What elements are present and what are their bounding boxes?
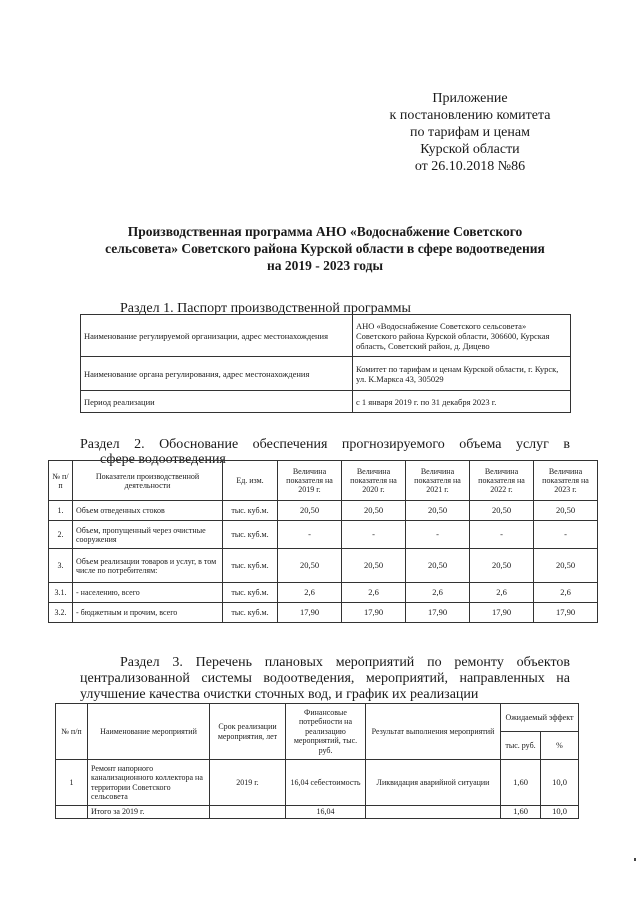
table-row (49, 549, 598, 583)
row-num: 3.2. (49, 603, 73, 623)
table-row (49, 603, 598, 623)
table-row (81, 357, 571, 391)
row-value: 17,90 (470, 603, 534, 623)
row-value: 2,6 (470, 583, 534, 603)
table-row (81, 315, 571, 357)
row-value: 2,6 (406, 583, 470, 603)
title-line: на 2019 - 2023 годы (266, 258, 384, 273)
table-header-row (56, 704, 579, 732)
row-value: 20,50 (342, 501, 406, 521)
appendix-header (370, 90, 570, 175)
row-value: 20,50 (406, 501, 470, 521)
row-name: Объем отведенных стоков (73, 501, 223, 521)
passport-value: АНО «Водоснабжение Советского сельсовета» Советского района Курской области, 306600, Курская область, Советский район, д. Дицево (353, 315, 571, 357)
appendix-line: Приложение (432, 91, 508, 106)
row-name: Объем, пропущенный через очистные сооружения (73, 521, 223, 549)
row-num: 2. (49, 521, 73, 549)
col-header: Величина показателя на 2021 г. (406, 461, 470, 501)
passport-value: Комитет по тарифам и ценам Курской области, г. Курск, ул. К.Маркса 43, 305029 (353, 357, 571, 391)
row-value: - (470, 521, 534, 549)
col-header: тыс. руб. (501, 732, 541, 760)
row-value: - (534, 521, 598, 549)
section3-heading (80, 655, 570, 703)
col-header: Результат выполнения мероприятий (366, 704, 501, 760)
table-row (49, 583, 598, 603)
row-name: - бюджетным и прочим, всего (73, 603, 223, 623)
appendix-line: Курской области (420, 142, 520, 157)
title-line: Производственная программа АНО «Водоснабжение Советского (127, 224, 523, 239)
col-header: Показатели производственной деятельности (73, 461, 223, 501)
row-value: 20,50 (406, 549, 470, 583)
appendix-line: по тарифам и ценам (410, 125, 530, 140)
col-header: % (541, 732, 579, 760)
col-header: Срок реализации мероприятия, лет (210, 704, 286, 760)
row-value: - (278, 521, 342, 549)
passport-label: Наименование органа регулирования, адрес местонахождения (81, 357, 353, 391)
total-effect-rub: 1,60 (501, 806, 541, 819)
heading-line: сфере водоотведения (100, 452, 226, 467)
table-total-row (56, 806, 579, 819)
row-value: 2,6 (342, 583, 406, 603)
col-header: Величина показателя на 2019 г. (278, 461, 342, 501)
heading-line: централизованной системы водоотведения, мероприятий, направленных на (80, 671, 570, 686)
row-value: - (406, 521, 470, 549)
appendix-line: от 26.10.2018 №86 (414, 159, 526, 174)
title-line: сельсовета» Советского района Курской области в сфере водоотведения (105, 241, 545, 256)
table-row (56, 760, 579, 806)
row-num: 1. (49, 501, 73, 521)
col-header: Ожидаемый эффект (501, 704, 579, 732)
col-header: Величина показателя на 2020 г. (342, 461, 406, 501)
row-unit: тыс. куб.м. (223, 549, 278, 583)
services-volume-table (48, 460, 598, 623)
row-name: - населению, всего (73, 583, 223, 603)
table-row (49, 521, 598, 549)
row-num: 3.1. (49, 583, 73, 603)
row-effect-pct: 10,0 (541, 760, 579, 806)
row-finance: 16,04 себестоимость (286, 760, 366, 806)
col-header: Наименование мероприятий (88, 704, 210, 760)
col-header: Финансовые потребности на реализацию мероприятий, тыс. руб. (286, 704, 366, 760)
row-value: 20,50 (534, 549, 598, 583)
table-row (49, 501, 598, 521)
total-effect-pct: 10,0 (541, 806, 579, 819)
row-name: Объем реализации товаров и услуг, в том числе по потребителям: (73, 549, 223, 583)
row-value: - (342, 521, 406, 549)
passport-value: с 1 января 2019 г. по 31 декабря 2023 г. (353, 391, 571, 413)
passport-label: Наименование регулируемой организации, адрес местонахождения (81, 315, 353, 357)
row-unit: тыс. куб.м. (223, 603, 278, 623)
row-value: 20,50 (342, 549, 406, 583)
col-header: Величина показателя на 2022 г. (470, 461, 534, 501)
document-title (85, 223, 565, 274)
row-unit: тыс. куб.м. (223, 521, 278, 549)
row-value: 20,50 (278, 549, 342, 583)
col-header: № п/п (56, 704, 88, 760)
row-num: 1 (56, 760, 88, 806)
col-header: № п/п (49, 461, 73, 501)
row-value: 17,90 (278, 603, 342, 623)
row-value: 2,6 (278, 583, 342, 603)
heading-line: Раздел 2. Обоснование обеспечения прогнозируемого объема услуг в (80, 437, 570, 452)
total-label: Итого за 2019 г. (88, 806, 210, 819)
row-value: 20,50 (534, 501, 598, 521)
heading-line: улучшение качества очистки сточных вод, и график их реализации (80, 687, 479, 702)
total-finance: 16,04 (286, 806, 366, 819)
row-value: 20,50 (470, 549, 534, 583)
table-header-row (49, 461, 598, 501)
row-value: 20,50 (470, 501, 534, 521)
row-result: Ликвидация аварийной ситуации (366, 760, 501, 806)
row-value: 2,6 (534, 583, 598, 603)
row-name: Ремонт напорного канализационного коллектора на территории Советского сельсовета (88, 760, 210, 806)
row-value: 17,90 (534, 603, 598, 623)
row-value: 20,50 (278, 501, 342, 521)
row-value: 17,90 (406, 603, 470, 623)
scan-speck (634, 858, 636, 861)
row-term: 2019 г. (210, 760, 286, 806)
row-effect-rub: 1,60 (501, 760, 541, 806)
row-unit: тыс. куб.м. (223, 583, 278, 603)
measures-table (55, 703, 579, 819)
row-value: 17,90 (342, 603, 406, 623)
passport-table (80, 314, 571, 413)
appendix-line: к постановлению комитета (389, 108, 551, 123)
section1-heading: Раздел 1. Паспорт производственной программы (120, 301, 411, 316)
col-header: Ед. изм. (223, 461, 278, 501)
row-num: 3. (49, 549, 73, 583)
table-row (81, 391, 571, 413)
passport-label: Период реализации (81, 391, 353, 413)
heading-line: Раздел 3. Перечень плановых мероприятий по ремонту объектов (120, 655, 570, 670)
row-unit: тыс. куб.м. (223, 501, 278, 521)
col-header: Величина показателя на 2023 г. (534, 461, 598, 501)
